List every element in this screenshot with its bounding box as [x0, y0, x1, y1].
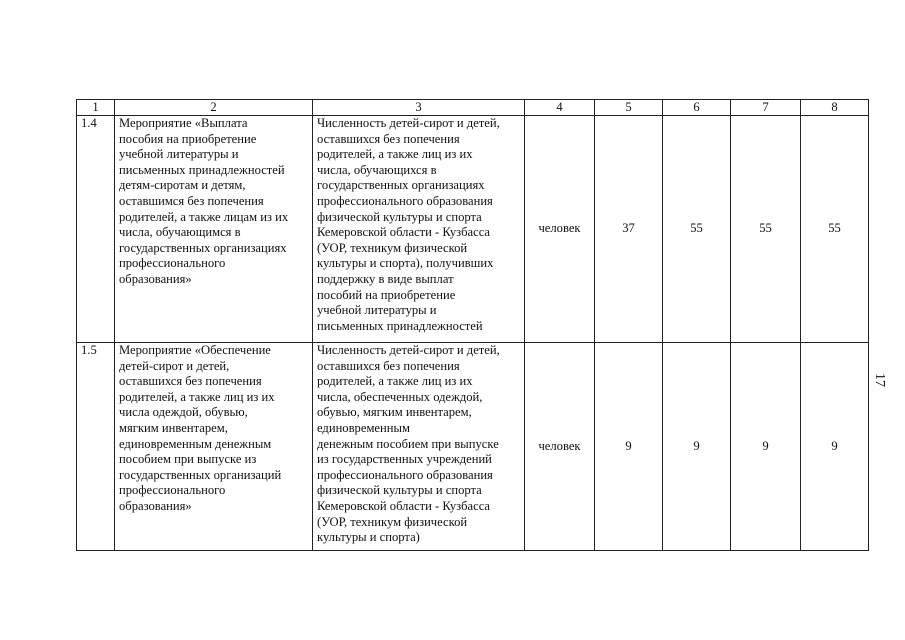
- table-row: [77, 343, 869, 551]
- header-cell-6: 6: [663, 100, 731, 116]
- header-cell-3: 3: [313, 100, 525, 116]
- activity-text: Мероприятие «Обеспечение детей-сирот и детей, оставшихся без попечения родителей, а также лиц из их числа одеждой, обувью, мягким инвентарем, единовременным денежным пособием при выпуске из государственных организаций профессионального образования»: [119, 343, 282, 513]
- header-cell-7: 7: [731, 100, 801, 116]
- activity-text: Мероприятие «Выплата пособия на приобретение учебной литературы и письменных принадлежностей детям-сиротам и детям, оставшимся без попечения родителей, а также лицам из их числа, обучающимся в государственных организациях профессионального образования»: [119, 116, 289, 286]
- row-number: 1.4: [77, 116, 115, 343]
- unit-cell: человек: [525, 116, 595, 343]
- indicator-text: Численность детей-сирот и детей, оставшихся без попечения родителей, а также лиц из их числа, обучающихся в государственных организациях профессионального образования физической культуры и спорта Кемеровской области - Кузбасса (УОР, техникум физической культуры и спорта), получивших поддержку в виде выплат пособий на приобретение учебной литературы и письменных принадлежностей: [317, 116, 500, 333]
- value-col6: 9: [663, 343, 731, 551]
- indicator-cell: [313, 343, 525, 551]
- header-cell-1: 1: [77, 100, 115, 116]
- activity-cell: [115, 343, 313, 551]
- header-cell-8: 8: [801, 100, 869, 116]
- value-col6: 55: [663, 116, 731, 343]
- header-cell-5: 5: [595, 100, 663, 116]
- indicator-text: Численность детей-сирот и детей, оставшихся без попечения родителей, а также лиц из их числа, обеспеченных одеждой, обувью, мягким инвентарем, единовременным денежным пособием при выпуске из государственных учреждений профессионального образования физической культуры и спорта Кемеровской области - Кузбасса (УОР, техникум физической культуры и спорта): [317, 343, 500, 545]
- activity-cell: [115, 116, 313, 343]
- indicator-cell: [313, 116, 525, 343]
- value-col8: 9: [801, 343, 869, 551]
- header-cell-2: 2: [115, 100, 313, 116]
- value-col8: 55: [801, 116, 869, 343]
- header-row: [77, 100, 869, 116]
- data-table: [76, 99, 869, 551]
- value-col5: 9: [595, 343, 663, 551]
- table-row: [77, 116, 869, 343]
- value-col7: 9: [731, 343, 801, 551]
- value-col7: 55: [731, 116, 801, 343]
- header-cell-4: 4: [525, 100, 595, 116]
- page-number: 17: [872, 373, 887, 387]
- row-number: 1.5: [77, 343, 115, 551]
- value-col5: 37: [595, 116, 663, 343]
- unit-cell: человек: [525, 343, 595, 551]
